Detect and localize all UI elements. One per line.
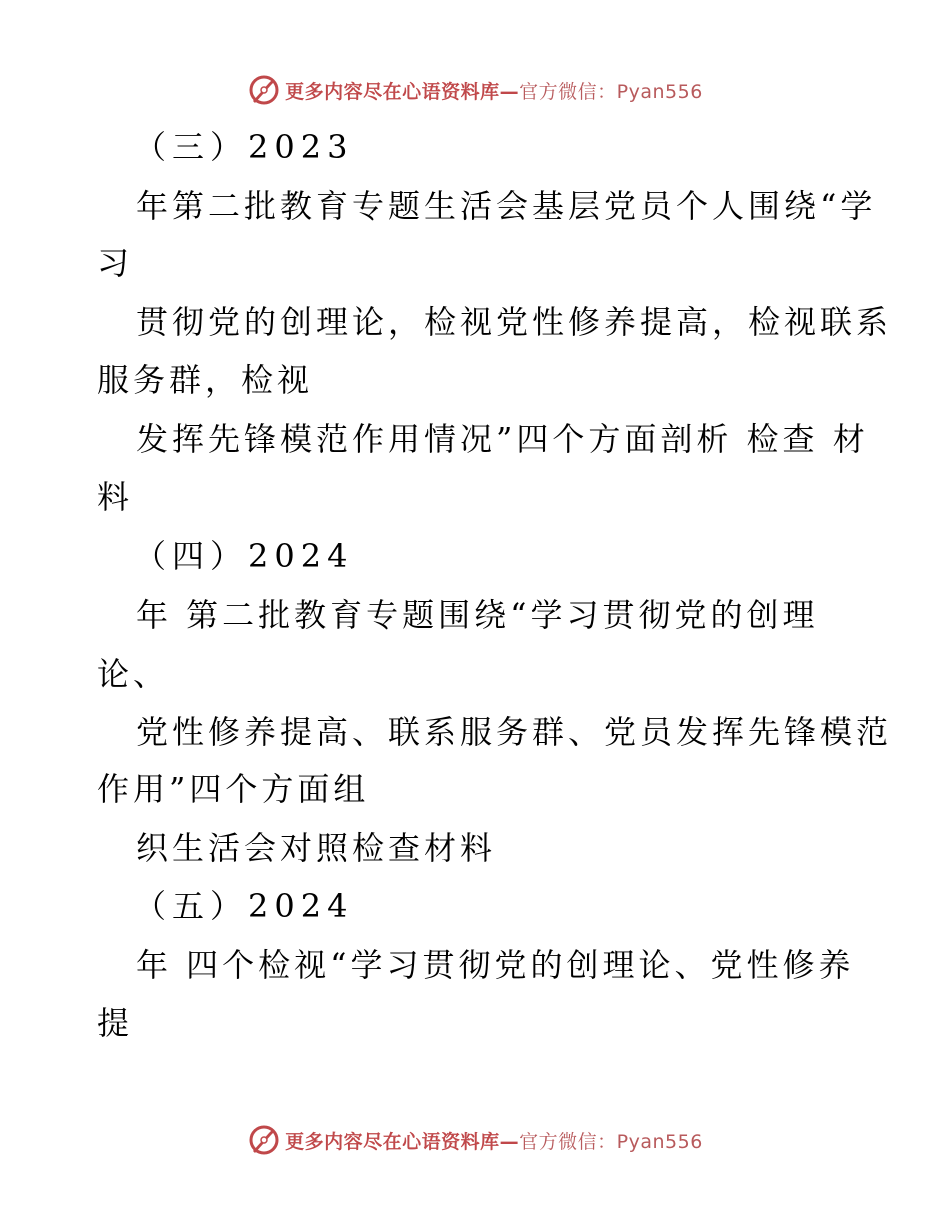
paragraph-line: 年第二批教育专题生活会基层党员个人围绕“学 xyxy=(136,187,877,225)
footer-watermark xyxy=(0,1120,950,1160)
paragraph-line: 服务群，检视 xyxy=(97,361,314,399)
paragraph-line: 发挥先锋模范作用情况”四个方面剖析 检查 材 xyxy=(136,420,869,458)
section-heading-4: （四）2024 xyxy=(134,537,354,575)
watermark-text xyxy=(285,1127,703,1154)
watermark-wechat-text: 官方微信：Pyan556 xyxy=(519,80,703,103)
paragraph-line: 党性修养提高、联系服务群、党员发挥先锋模范 xyxy=(136,713,893,751)
paragraph-line: 贯彻党的创理论，检视党性修养提高，检视联系 xyxy=(136,303,893,341)
watermark-main-text: 更多内容尽在心语资料库— xyxy=(285,1130,520,1153)
paragraph-line: 提 xyxy=(97,1004,134,1042)
watermark-main-text: 更多内容尽在心语资料库— xyxy=(285,80,520,103)
paragraph-line: 论、 xyxy=(97,655,170,693)
paragraph-line: 作用”四个方面组 xyxy=(97,770,370,808)
paragraph-line: 年 四个检视“学习贯彻党的创理论、党性修养 xyxy=(136,946,855,984)
pen-logo-icon xyxy=(247,1123,281,1157)
paragraph-line: 习 xyxy=(97,244,134,282)
paragraph-line: 年 第二批教育专题围绕“学习贯彻党的创理 xyxy=(136,596,819,634)
section-heading-5: （五）2024 xyxy=(134,887,354,925)
section-heading-3: （三）2023 xyxy=(134,128,354,166)
paragraph-line: 料 xyxy=(97,478,134,516)
watermark-wechat-text: 官方微信：Pyan556 xyxy=(519,1130,703,1153)
paragraph-line: 织生活会对照检查材料 xyxy=(136,829,497,867)
